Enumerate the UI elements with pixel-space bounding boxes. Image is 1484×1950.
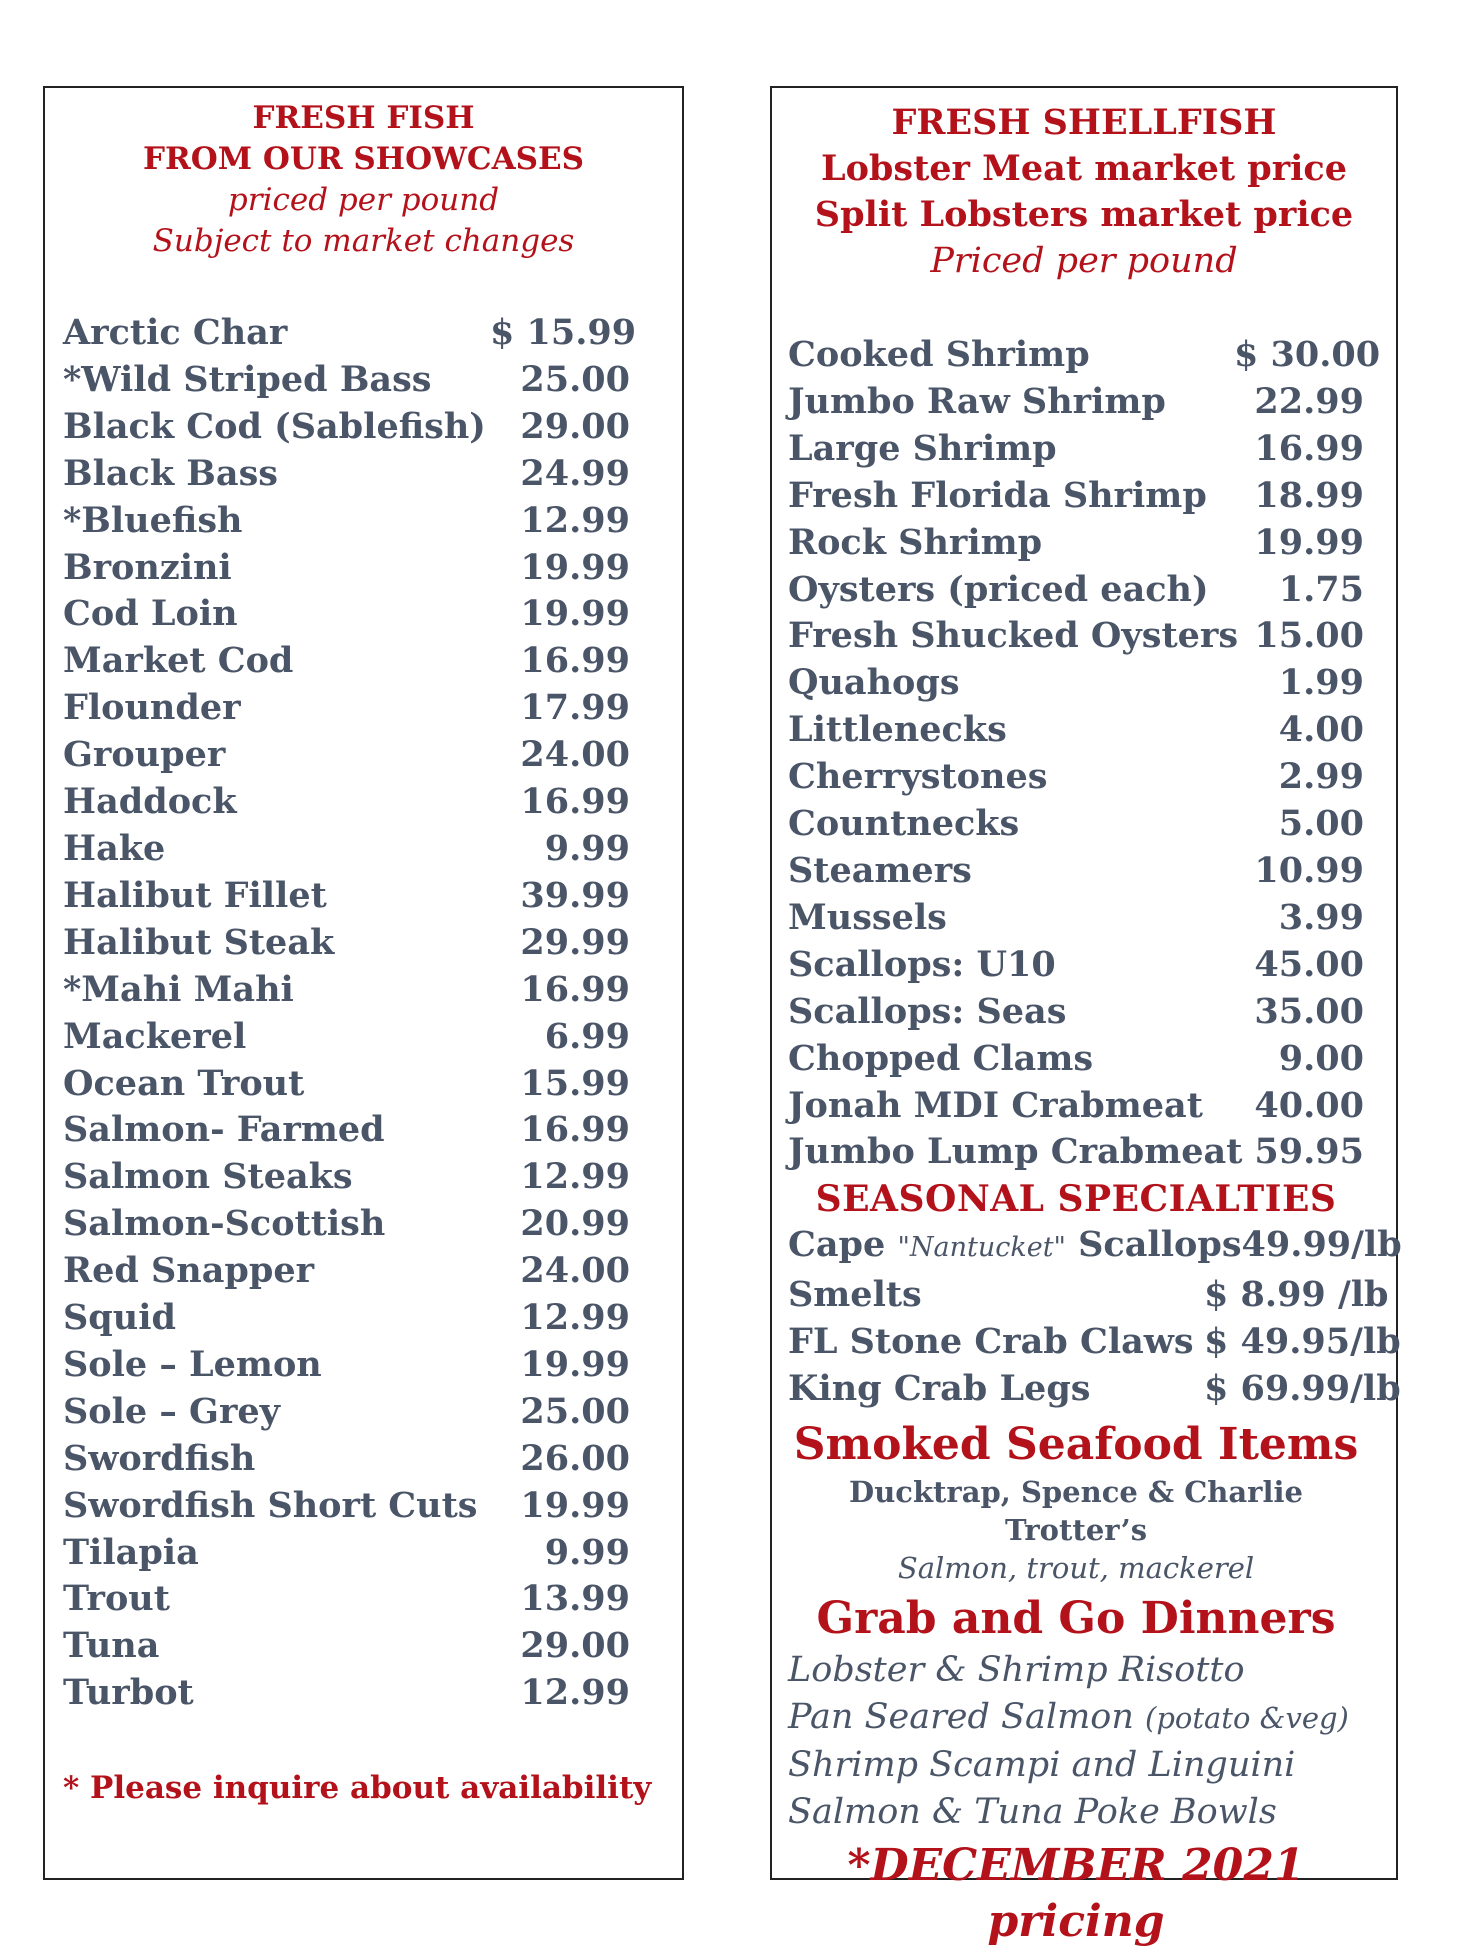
- item-name: Red Snapper: [63, 1250, 315, 1292]
- item-price: 1.99: [1278, 662, 1364, 704]
- menu-row: [788, 520, 1364, 567]
- item-price: 26.00: [520, 1437, 630, 1479]
- menu-row: [63, 779, 630, 826]
- menu-row: [788, 801, 1364, 848]
- item-name: Tilapia: [63, 1531, 199, 1573]
- menu-row: [63, 1201, 630, 1248]
- item-name: Arctic Char: [63, 312, 288, 353]
- item-price: 22.99: [1254, 380, 1364, 422]
- menu-row: [788, 1319, 1401, 1366]
- item-name: Steamers: [788, 849, 972, 891]
- menu-row: [63, 1248, 630, 1295]
- item-price: 20.99: [520, 1203, 630, 1245]
- item-price: 19.99: [520, 593, 630, 635]
- dinner-name: Pan Seared Salmon: [788, 1696, 1146, 1737]
- item-name: Fresh Shucked Oysters: [788, 615, 1239, 657]
- item-price: 29.00: [520, 1625, 630, 1667]
- menu-row: [63, 873, 630, 920]
- menu-row: [63, 1436, 630, 1483]
- item-name: Haddock: [63, 781, 237, 823]
- menu-row: [788, 895, 1364, 942]
- item-price: 19.99: [520, 1484, 630, 1526]
- item-price: 39.99: [520, 874, 630, 916]
- item-price: 9.99: [544, 1531, 630, 1573]
- item-name: Ocean Trout: [63, 1062, 305, 1104]
- item-price: 12.99: [520, 1297, 630, 1339]
- seasonal-price-list: [788, 1222, 1402, 1413]
- menu-row: [788, 426, 1364, 473]
- item-price: 19.99: [520, 1343, 630, 1385]
- item-price: 25.00: [520, 1390, 630, 1432]
- item-price: 40.00: [1254, 1084, 1364, 1126]
- seasonal-specialties-title: SEASONAL SPECIALTIES: [815, 1178, 1337, 1221]
- item-name: Tuna: [63, 1625, 160, 1667]
- availability-footnote: * Please inquire about availability: [63, 1770, 652, 1806]
- item-name: FL Stone Crab Claws: [788, 1321, 1194, 1363]
- item-price: 24.00: [520, 1250, 630, 1292]
- menu-row: [788, 1129, 1364, 1176]
- shellfish-price-list: [788, 332, 1381, 1176]
- item-name: Fresh Florida Shrimp: [788, 474, 1207, 516]
- dinner-item: Shrimp Scampi and Linguini: [788, 1744, 1296, 1785]
- item-name: Scallops: U10: [788, 943, 1056, 985]
- item-price: $ 30.00: [1234, 334, 1381, 375]
- item-price: 15.00: [1254, 615, 1364, 657]
- item-name: Halibut Fillet: [63, 874, 327, 916]
- item-price: 9.00: [1278, 1037, 1364, 1079]
- item-name: Cherrystones: [788, 756, 1048, 798]
- item-price: 17.99: [520, 687, 630, 729]
- item-name: Turbot: [63, 1672, 194, 1714]
- pricing-note: *DECEMBER 2021 pricing: [847, 1839, 1305, 1947]
- item-name: Trout: [63, 1578, 170, 1620]
- menu-row: [63, 1623, 630, 1670]
- item-name: Flounder: [63, 687, 241, 729]
- item-price: 16.99: [520, 1109, 630, 1151]
- item-name: Cod Loin: [63, 593, 238, 635]
- item-name: *Mahi Mahi: [63, 968, 294, 1010]
- menu-row: [63, 967, 630, 1014]
- menu-row: [63, 1107, 630, 1154]
- item-price: 10.99: [1254, 849, 1364, 891]
- heading-line: priced per pound: [227, 182, 500, 218]
- item-name: Halibut Steak: [63, 921, 335, 963]
- item-name: Salmon- Farmed: [63, 1109, 385, 1151]
- item-name: Jumbo Lump Crabmeat: [788, 1131, 1243, 1173]
- item-name: Squid: [63, 1297, 176, 1339]
- item-name: *Wild Striped Bass: [63, 358, 432, 400]
- item-price: 19.99: [1254, 521, 1364, 563]
- heading-line: Subject to market changes: [152, 223, 575, 259]
- item-price: 6.99: [544, 1015, 630, 1057]
- heading-line: FROM OUR SHOWCASES: [142, 141, 585, 177]
- item-name: Large Shrimp: [788, 427, 1057, 469]
- item-name: Smelts: [788, 1274, 922, 1316]
- item-name: Scallops: Seas: [788, 990, 1067, 1032]
- item-price: $ 49.95/lb: [1204, 1321, 1401, 1363]
- item-name: Mackerel: [63, 1015, 247, 1057]
- item-name: Jumbo Raw Shrimp: [788, 380, 1166, 422]
- item-price: 16.99: [520, 781, 630, 823]
- fish-price-list: [63, 310, 637, 1717]
- menu-row: [63, 1530, 630, 1577]
- smoked-seafood-title: Smoked Seafood Items: [793, 1418, 1359, 1470]
- item-name-part: Scallops: [1065, 1224, 1242, 1266]
- item-price: 18.99: [1254, 474, 1364, 516]
- menu-row: [63, 498, 630, 545]
- menu-row: [788, 942, 1364, 989]
- item-price: 29.99: [520, 921, 630, 963]
- menu-row: [788, 1222, 1402, 1272]
- menu-row: [63, 1670, 630, 1717]
- item-price: 9.99: [544, 827, 630, 869]
- menu-row: [63, 1342, 630, 1389]
- fresh-shellfish-panel: [770, 86, 1402, 1947]
- menu-row: [63, 920, 630, 967]
- fresh-fish-panel: [43, 86, 684, 1880]
- smoked-brands: Ducktrap, Spence & Charlie Trotter’s: [849, 1474, 1303, 1547]
- item-name: Grouper: [63, 734, 226, 776]
- item-price: 24.99: [520, 452, 630, 494]
- item-price: 24.00: [520, 734, 630, 776]
- menu-row: [788, 754, 1364, 801]
- item-price: 15.99: [520, 1062, 630, 1104]
- item-name: Sole – Lemon: [63, 1343, 322, 1385]
- item-name-quoted: "Nantucket": [897, 1232, 1066, 1264]
- menu-row: [63, 451, 630, 498]
- item-name: Salmon Steaks: [63, 1156, 353, 1198]
- item-name: Jonah MDI Crabmeat: [788, 1084, 1203, 1126]
- menu-row: [788, 1366, 1401, 1413]
- item-name: Salmon-Scottish: [63, 1203, 386, 1245]
- item-name: Oysters (priced each): [788, 568, 1209, 610]
- item-price: 19.99: [520, 546, 630, 588]
- menu-row: [788, 848, 1364, 895]
- item-name: Countnecks: [788, 803, 1020, 845]
- heading-line: Priced per pound: [930, 241, 1238, 281]
- item-name: Black Cod (Sablefish): [63, 405, 486, 447]
- item-price: 5.00: [1278, 803, 1364, 845]
- item-price: 29.00: [520, 405, 630, 447]
- item-name: Mussels: [788, 896, 947, 938]
- fresh-shellfish-heading: [772, 100, 1396, 284]
- menu-row: [63, 1576, 630, 1623]
- menu-row: [63, 404, 630, 451]
- menu-row: [788, 332, 1381, 379]
- heading-line: Lobster Meat market price: [820, 148, 1348, 189]
- menu-row: [63, 638, 630, 685]
- item-name: [788, 1222, 1242, 1272]
- item-price: 25.00: [520, 358, 630, 400]
- item-price: 13.99: [520, 1578, 630, 1620]
- dinner-item: Lobster & Shrimp Risotto: [788, 1649, 1245, 1690]
- item-price: 35.00: [1254, 990, 1364, 1032]
- seasonal-items: [788, 1272, 1401, 1413]
- menu-row: [788, 473, 1364, 520]
- item-name: Littlenecks: [788, 709, 1007, 751]
- dinner-item: [788, 1694, 1364, 1742]
- item-price: $ 69.99/lb: [1204, 1368, 1401, 1410]
- item-name: Swordfish: [63, 1437, 256, 1479]
- item-name: Swordfish Short Cuts: [63, 1484, 478, 1526]
- item-price: 12.99: [520, 1156, 630, 1198]
- dinner-list: [788, 1647, 1364, 1836]
- item-price: 3.99: [1278, 896, 1364, 938]
- menu-row: [788, 989, 1364, 1036]
- item-price: 49.99/lb: [1241, 1224, 1402, 1266]
- item-price: 12.99: [520, 499, 630, 541]
- item-price: 45.00: [1254, 943, 1364, 985]
- grab-and-go-title: Grab and Go Dinners: [816, 1592, 1336, 1644]
- item-name: Chopped Clams: [788, 1037, 1094, 1079]
- item-name: King Crab Legs: [788, 1368, 1091, 1410]
- menu-row: [63, 357, 630, 404]
- menu-row: [63, 1061, 630, 1108]
- item-name: Quahogs: [788, 662, 960, 704]
- menu-row: [63, 545, 630, 592]
- item-price: 59.95: [1254, 1131, 1364, 1173]
- heading-line: FRESH FISH: [252, 100, 475, 136]
- dinner-note: (potato &veg): [1145, 1700, 1349, 1735]
- menu-row: [788, 567, 1364, 614]
- shellfish-section: [788, 332, 1402, 1950]
- heading-line: FRESH SHELLFISH: [891, 102, 1277, 143]
- menu-row: [63, 591, 630, 638]
- item-name: Market Cod: [63, 640, 294, 682]
- fresh-fish-heading: [45, 98, 682, 262]
- menu-row: [63, 1389, 630, 1436]
- menu-row: [788, 1083, 1364, 1130]
- item-price: 4.00: [1278, 709, 1364, 751]
- dinner-item: Salmon & Tuna Poke Bowls: [788, 1791, 1277, 1832]
- item-price: $ 15.99: [490, 312, 637, 353]
- menu-row: [63, 732, 630, 779]
- item-price: 2.99: [1278, 756, 1364, 798]
- item-name: Cooked Shrimp: [788, 334, 1090, 375]
- smoked-types: Salmon, trout, mackerel: [897, 1550, 1255, 1585]
- menu-row: [788, 613, 1364, 660]
- item-price: 16.99: [520, 640, 630, 682]
- heading-line: Split Lobsters market price: [814, 194, 1354, 235]
- menu-row: [63, 1295, 630, 1342]
- item-name: Bronzini: [63, 546, 232, 588]
- menu-row: [63, 1014, 630, 1061]
- menu-row: [63, 826, 630, 873]
- item-name: Sole – Grey: [63, 1390, 280, 1432]
- item-name: Rock Shrimp: [788, 521, 1043, 563]
- item-price: $ 8.99 /lb: [1204, 1274, 1389, 1316]
- item-price: 12.99: [520, 1672, 630, 1714]
- menu-row: [788, 660, 1364, 707]
- item-name: Hake: [63, 827, 166, 869]
- menu-row: [63, 310, 637, 357]
- menu-row: [63, 1154, 630, 1201]
- menu-row: [788, 379, 1364, 426]
- item-price: 1.75: [1278, 568, 1364, 610]
- item-name: *Bluefish: [63, 499, 243, 541]
- menu-row: [63, 1483, 630, 1530]
- item-price: 16.99: [520, 968, 630, 1010]
- menu-row: [788, 1272, 1389, 1319]
- item-name-part: Cape: [788, 1224, 898, 1266]
- menu-row: [788, 707, 1364, 754]
- menu-row: [63, 685, 630, 732]
- item-price: 16.99: [1254, 427, 1364, 469]
- item-name: Black Bass: [63, 452, 278, 494]
- menu-row: [788, 1036, 1364, 1083]
